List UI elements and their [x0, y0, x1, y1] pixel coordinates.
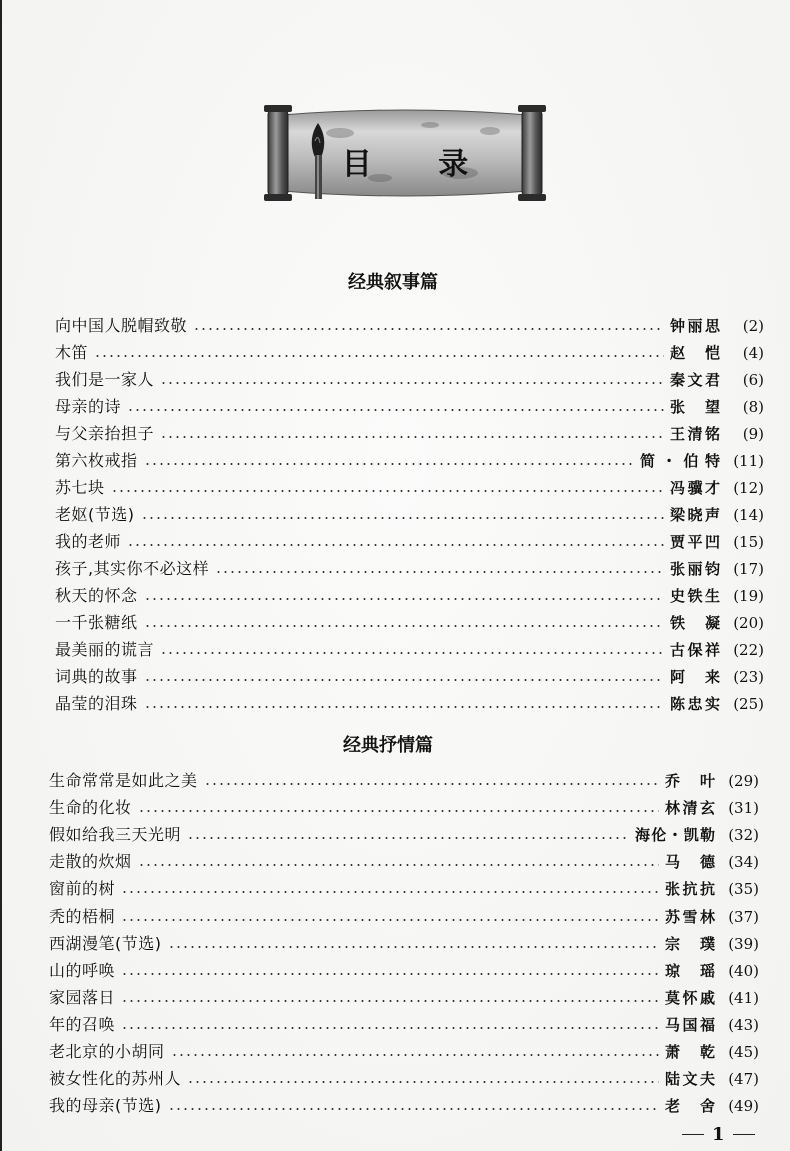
toc-entry-page: (20)	[733, 614, 764, 632]
toc-entry	[55, 691, 764, 717]
toc-entry	[49, 849, 759, 875]
toc-entry-author: 简・伯特	[640, 452, 720, 470]
toc-leader-dots	[160, 382, 664, 384]
toc-leader-dots	[121, 919, 659, 921]
toc-entry-author: 乔 叶	[665, 772, 715, 790]
toc-leader-dots	[144, 706, 664, 708]
toc-entry-page: (14)	[733, 506, 764, 524]
toc-entry-title: 向中国人脱帽致敬	[55, 316, 188, 335]
toc-entry-title: 第六枚戒指	[55, 451, 138, 470]
toc-entry-title: 晶莹的泪珠	[55, 694, 138, 713]
toc-entry-page: (47)	[728, 1070, 759, 1089]
toc-entry	[49, 958, 759, 984]
section-title-lyric: 经典抒情篇	[343, 735, 433, 756]
toc-entry-page: (23)	[733, 668, 764, 686]
toc-leader-dots	[144, 598, 664, 600]
toc-entry-title: 我的母亲(节选)	[49, 1096, 162, 1116]
toc-entry-page: (35)	[728, 880, 759, 899]
toc-entry-page: (15)	[733, 533, 764, 551]
toc-entry-author: 史铁生	[670, 587, 720, 605]
toc-entry-author: 陆文夫	[665, 1070, 715, 1089]
toc-leader-dots	[141, 517, 665, 519]
toc-leader-dots	[121, 973, 659, 975]
page-title: 目 录	[341, 147, 497, 182]
toc-leader-dots	[144, 463, 634, 465]
toc-entry	[55, 610, 764, 636]
toc-entry-page: (11)	[733, 452, 764, 470]
toc-entry	[49, 876, 759, 902]
toc-entry	[55, 421, 764, 447]
toc-leader-dots	[127, 544, 664, 546]
dash-right	[733, 1134, 755, 1136]
toc-entry	[55, 448, 764, 474]
toc-entry-title: 我的老师	[55, 532, 122, 551]
toc-entry-author: 苏雪林	[665, 907, 715, 926]
toc-entry-title: 与父亲抬担子	[55, 424, 155, 443]
toc-entry-author: 阿 来	[670, 668, 720, 686]
toc-entry-author: 海伦・凯勒	[635, 826, 715, 845]
toc-leader-dots	[138, 810, 659, 812]
toc-leader-dots	[187, 837, 629, 839]
toc-entry-author: 赵 恺	[670, 344, 720, 362]
toc-entry	[49, 1012, 759, 1038]
toc-entry-title: 秋天的怀念	[55, 586, 138, 605]
toc-entry	[55, 637, 764, 663]
toc-entry-author: 张抗抗	[665, 880, 715, 899]
toc-leader-dots	[160, 652, 664, 654]
toc-entry-title: 秃的梧桐	[49, 906, 116, 926]
toc-entry-page: (40)	[728, 961, 759, 980]
toc-leader-dots	[168, 946, 660, 948]
toc-entry-page: (12)	[733, 479, 764, 497]
toc-entry	[55, 367, 764, 393]
toc-entry-author: 宗 璞	[665, 934, 715, 953]
page-number	[674, 1124, 763, 1145]
toc-entry-title: 苏七块	[55, 478, 105, 497]
toc-entry-page: (25)	[733, 695, 764, 713]
toc-entry-author: 琼 瑶	[665, 961, 715, 980]
toc-entry	[55, 502, 764, 528]
toc-entry-title: 年的召唤	[49, 1014, 116, 1034]
toc-entry-author: 老 舍	[665, 1097, 715, 1116]
toc-entry-title: 窗前的树	[49, 879, 116, 899]
toc-entry-title: 母亲的诗	[55, 397, 122, 416]
toc-leader-dots	[204, 783, 659, 785]
toc-entry-author: 冯骥才	[670, 479, 720, 497]
toc-entry-title: 老妪(节选)	[55, 505, 135, 524]
toc-entry-title: 西湖漫笔(节选)	[49, 933, 162, 953]
toc-leader-dots	[215, 571, 664, 573]
toc-entry-page: (43)	[728, 1015, 759, 1034]
toc-entry-title: 我们是一家人	[55, 370, 155, 389]
toc-entry-page: (45)	[728, 1043, 759, 1061]
toc-entry-author: 马 德	[665, 853, 715, 872]
toc-entry-page: (4)	[742, 344, 764, 362]
toc-entry-author: 古保祥	[670, 641, 720, 659]
toc-entry-author: 梁晓声	[670, 506, 720, 524]
toc-entry-title: 老北京的小胡同	[49, 1042, 165, 1061]
toc-entry	[49, 795, 759, 821]
toc-leader-dots	[193, 328, 664, 330]
section-title-narrative: 经典叙事篇	[348, 272, 438, 293]
toc-entry	[55, 394, 764, 420]
toc-entry	[49, 985, 759, 1011]
scroll-banner	[260, 103, 550, 203]
toc-entry	[49, 1093, 759, 1119]
toc-entry	[55, 556, 764, 582]
toc-leader-dots	[127, 409, 664, 411]
toc-entry-author: 贾平凹	[670, 533, 720, 551]
toc-entry-page: (17)	[733, 560, 764, 578]
toc-entry-title: 被女性化的苏州人	[49, 1069, 182, 1089]
toc-leader-dots	[144, 679, 664, 681]
toc-entry	[55, 664, 764, 690]
dash-left	[682, 1134, 704, 1136]
toc-entry-page: (41)	[728, 988, 759, 1007]
toc-leader-dots	[160, 436, 664, 438]
toc-entry-title: 山的呼唤	[49, 960, 116, 980]
toc-entry-author: 张 望	[670, 398, 720, 416]
toc-entry-title: 家园落日	[49, 987, 116, 1007]
toc-entry-page: (2)	[742, 317, 764, 335]
toc-entry	[49, 1039, 759, 1065]
toc-leader-dots	[121, 891, 659, 893]
toc-entry	[49, 904, 759, 930]
toc-entry-title: 木笛	[55, 343, 89, 362]
toc-entry-page: (22)	[733, 641, 764, 659]
toc-entry-page: (39)	[728, 934, 759, 953]
toc-entry-author: 铁 凝	[670, 614, 720, 632]
toc-entry-title: 孩子,其实你不必这样	[55, 559, 210, 578]
toc-leader-dots	[121, 1027, 659, 1029]
toc-entry	[55, 529, 764, 555]
toc-entry-author: 马国福	[665, 1015, 715, 1034]
toc-entry-title: 最美丽的谎言	[55, 640, 155, 659]
toc-entry-page: (49)	[728, 1097, 759, 1116]
page-number-text: 1	[712, 1124, 725, 1145]
toc-entry-page: (31)	[728, 799, 759, 818]
toc-entry-author: 钟丽思	[670, 317, 720, 335]
toc-leader-dots	[187, 1081, 659, 1083]
toc-leader-dots	[138, 864, 659, 866]
toc-entry	[49, 931, 759, 957]
toc-entry-page: (19)	[733, 587, 764, 605]
toc-entry-title: 词典的故事	[55, 667, 138, 686]
toc-entry	[55, 340, 764, 366]
toc-leader-dots	[111, 490, 664, 492]
toc-entry-title: 生命的化妆	[49, 798, 132, 818]
toc-entry	[55, 475, 764, 501]
toc-entry-page: (8)	[742, 398, 764, 416]
toc-entry-author: 林清玄	[665, 799, 715, 818]
toc-leader-dots	[168, 1108, 660, 1110]
toc-entry-title: 走散的炊烟	[49, 852, 132, 872]
toc-entry	[55, 313, 764, 339]
toc-entry	[49, 822, 759, 848]
toc-leader-dots	[171, 1054, 659, 1056]
toc-entry-author: 陈忠实	[670, 695, 720, 713]
toc-entry-title: 一千张糖纸	[55, 613, 138, 632]
toc-entry-page: (6)	[742, 371, 764, 389]
toc-entry-author: 萧 乾	[665, 1043, 715, 1061]
toc-entry-title: 假如给我三天光明	[49, 825, 182, 845]
toc-entry-page: (32)	[728, 826, 759, 845]
toc-leader-dots	[121, 1000, 659, 1002]
toc-entry-page: (9)	[742, 425, 764, 443]
toc-entry	[49, 1066, 759, 1092]
toc-entry-author: 王清铭	[670, 425, 720, 443]
toc-leader-dots	[144, 625, 664, 627]
toc-entry-author: 莫怀戚	[665, 988, 715, 1007]
toc-leader-dots	[94, 355, 664, 357]
toc-entry-title: 生命常常是如此之美	[49, 771, 198, 790]
toc-entry-page: (37)	[728, 907, 759, 926]
toc-entry-page: (34)	[728, 853, 759, 872]
toc-entry	[49, 768, 759, 794]
toc-entry-author: 秦文君	[670, 371, 720, 389]
toc-entry-page: (29)	[728, 772, 759, 790]
toc-entry-author: 张丽钧	[670, 560, 720, 578]
toc-entry	[55, 583, 764, 609]
